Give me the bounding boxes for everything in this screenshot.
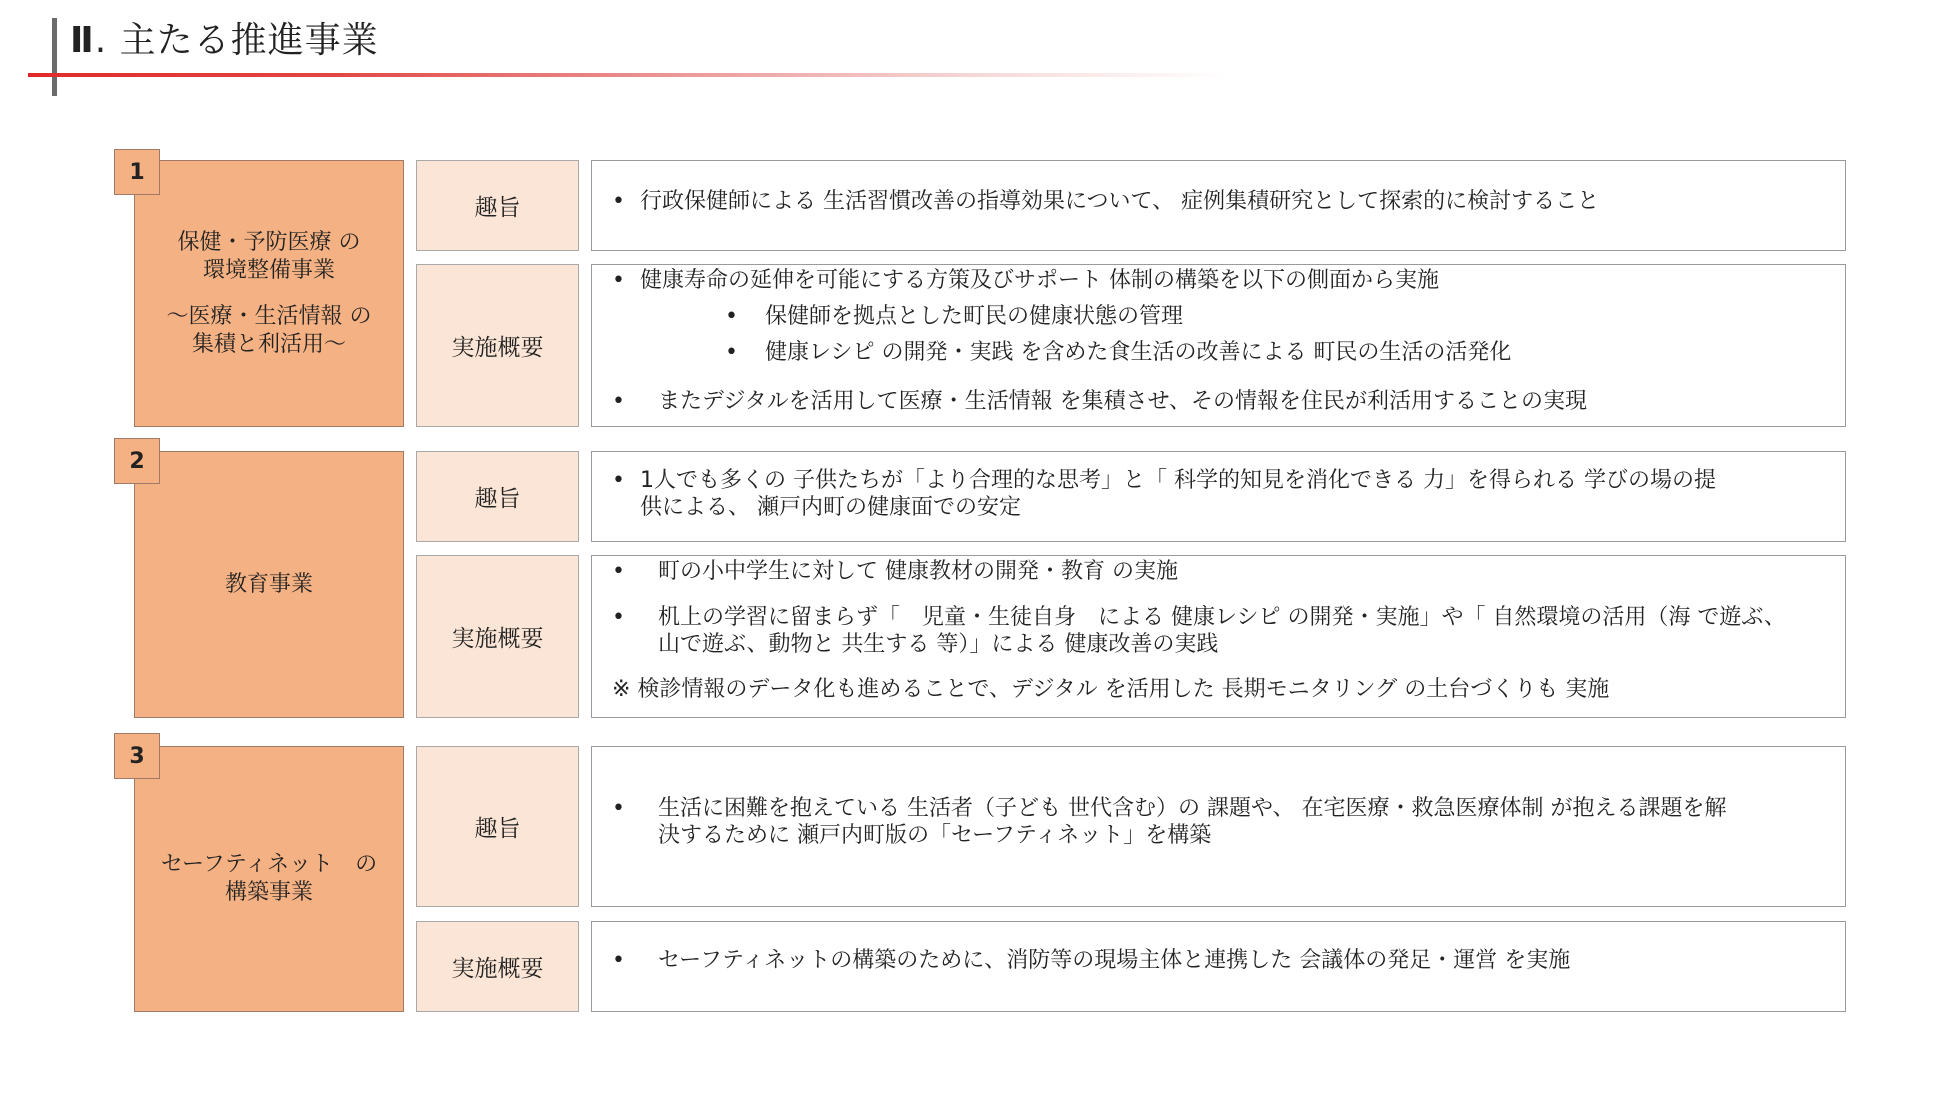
outline-content — [591, 921, 1846, 1012]
category-line: 環境整備事業 — [202, 257, 335, 283]
bullet-item: • 生活に困難を抱えている 生活者（子ども 世代含む）の 課題や、 在宅医療・救急医療体制 が抱える課題を解 — [612, 796, 1727, 821]
title-accent-bar — [52, 18, 57, 96]
bullet-continuation: 決するために 瀬戸内町版の「セーフティネット」を構築 — [658, 823, 1212, 848]
outline-label: 実施概要 — [416, 264, 579, 427]
purpose-label: 趣旨 — [416, 160, 579, 251]
purpose-content — [591, 451, 1846, 542]
section-number-badge: 2 — [114, 438, 160, 484]
category-box — [134, 451, 404, 718]
category-line: 構築事業 — [224, 880, 313, 905]
outline-label: 実施概要 — [416, 555, 579, 718]
page-title — [70, 12, 379, 63]
category-box — [134, 160, 404, 427]
bullet-item: • またデジタルを活用して医療・生活情報 を集積させ、その情報を住民が利活用することの実現 — [612, 389, 1588, 414]
category-line: セーフティネット の — [160, 852, 378, 877]
bullet-item: • 健康寿命の延伸を可能にする方策及びサポート 体制の構築を以下の側面から実施 — [612, 268, 1439, 293]
bullet-item: • 机上の学習に留まらず「 児童・生徒自身 による 健康レシピ の開発・実施」や「 自然環境の活用（海 で遊ぶ、 — [612, 605, 1786, 630]
bullet-item: • セーフティネットの構築のために、消防等の現場主体と連携した 会議体の発足・運営 を実施 — [612, 948, 1571, 973]
purpose-content — [591, 746, 1846, 907]
category-line: 集積と利活用～ — [191, 331, 346, 357]
title-underline — [28, 73, 1228, 77]
purpose-label: 趣旨 — [416, 746, 579, 907]
category-line: ～医療・生活情報 の — [166, 303, 372, 329]
purpose-content — [591, 160, 1846, 251]
bullet-continuation: 供による、 瀬戸内町の健康面での安定 — [640, 495, 1021, 520]
outline-content — [591, 264, 1846, 427]
outline-label: 実施概要 — [416, 921, 579, 1012]
note-text: ※ 検診情報のデータ化も進めることで、デジタル を活用した 長期モニタリング の土台づくりも 実施 — [612, 677, 1610, 702]
category-line: 保健・予防医療 の — [177, 229, 361, 255]
bullet-item: • 行政保健師による 生活習慣改善の指導効果について、 症例集積研究として探索的に検討すること — [612, 189, 1600, 214]
sub-bullet-item: • 健康レシピ の開発・実践 を含めた食生活の改善による 町民の生活の活発化 — [725, 340, 1512, 365]
outline-content — [591, 555, 1846, 718]
section-number-badge: 3 — [114, 733, 160, 779]
category-line: 教育事業 — [224, 571, 313, 597]
purpose-label: 趣旨 — [416, 451, 579, 542]
bullet-item: • 1人でも多くの 子供たちが「より合理的な思考」と「 科学的知見を消化できる 力」を得られる 学びの場の提 — [612, 468, 1716, 493]
section-number-badge: 1 — [114, 149, 160, 195]
sub-bullet-item: • 保健師を拠点とした町民の健康状態の管理 — [725, 304, 1184, 329]
page-title-text: . 主たる推進事業 — [94, 20, 379, 61]
category-box — [134, 746, 404, 1012]
bullet-continuation: 山で遊ぶ、動物と 共生する 等）」による 健康改善の実践 — [658, 632, 1219, 657]
bullet-item: • 町の小中学生に対して 健康教材の開発・教育 の実施 — [612, 559, 1178, 584]
page-title-number: Ⅱ — [70, 20, 95, 61]
